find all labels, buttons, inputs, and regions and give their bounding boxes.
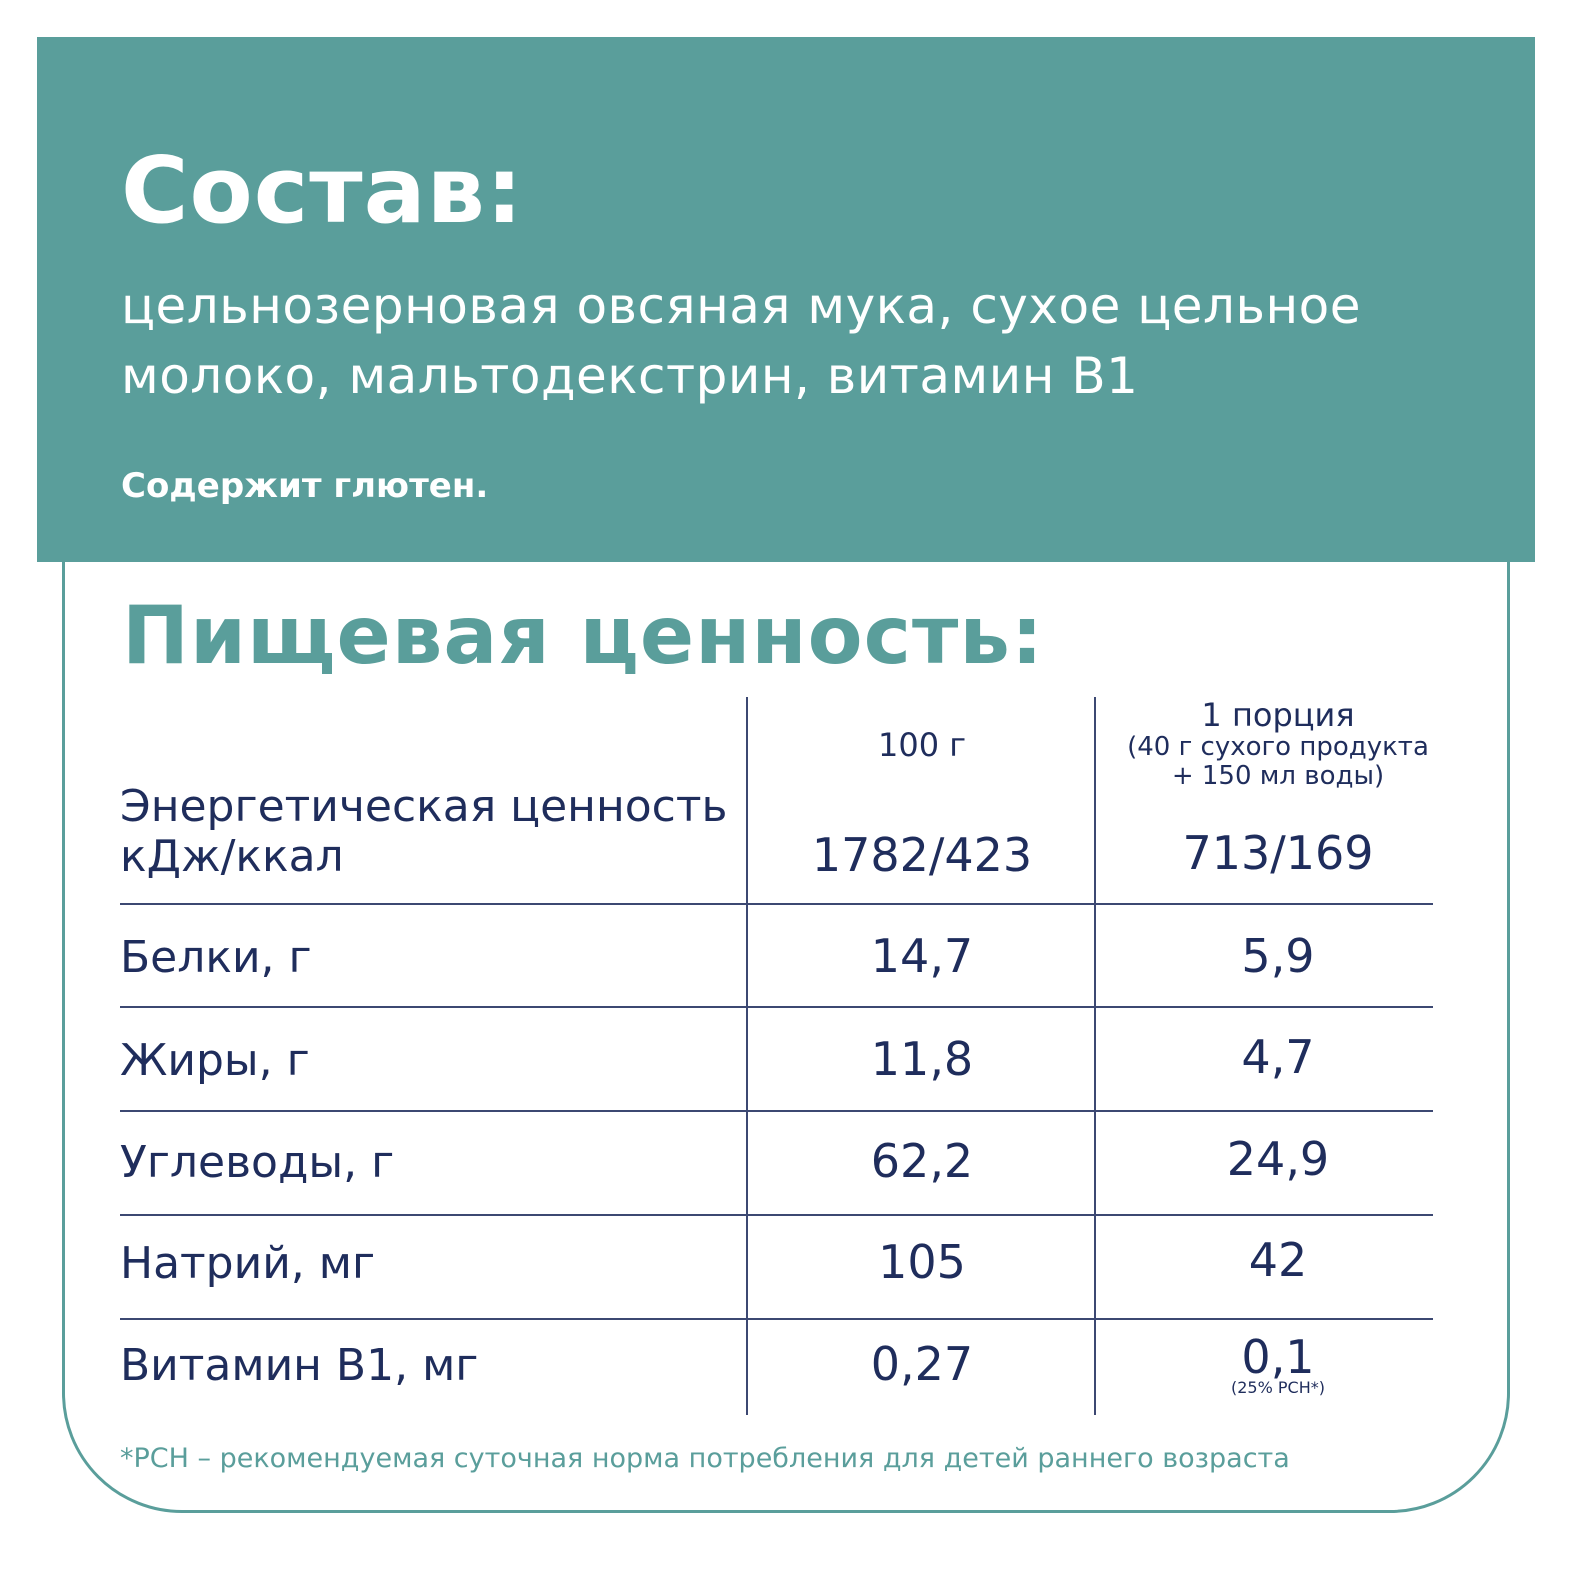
carbs-value-portion: 24,9 bbox=[1226, 1132, 1330, 1186]
fat-value-portion: 4,7 bbox=[1241, 1030, 1315, 1084]
composition-title: Состав: bbox=[121, 137, 524, 244]
portion-header-line-3: + 150 мл воды) bbox=[1171, 760, 1385, 791]
row-label-protein: Белки, г bbox=[120, 932, 312, 983]
energy-label-line-1: Энергетическая ценность bbox=[120, 781, 728, 832]
energy-value-portion: 713/169 bbox=[1182, 826, 1374, 880]
row-label-carbs: Углеводы, г bbox=[120, 1137, 395, 1188]
composition-line-2: молоко, мальтодекстрин, витамин B1 bbox=[121, 347, 1139, 405]
carbs-value-100g: 62,2 bbox=[870, 1134, 974, 1188]
row-label-vitamin-b1: Витамин B1, мг bbox=[120, 1340, 479, 1391]
protein-value-portion: 5,9 bbox=[1241, 929, 1315, 983]
vitamin-b1-value-100g: 0,27 bbox=[870, 1337, 974, 1391]
vitamin-b1-value-portion: 0,1 bbox=[1241, 1330, 1315, 1384]
table-divider-1 bbox=[746, 697, 748, 1415]
vitamin-b1-rda-note: (25% РСН*) bbox=[1231, 1378, 1325, 1397]
protein-value-100g: 14,7 bbox=[870, 929, 974, 983]
composition-panel bbox=[37, 37, 1535, 562]
row-label-sodium: Натрий, мг bbox=[120, 1238, 376, 1289]
gluten-warning: Содержит глютен. bbox=[121, 466, 489, 506]
column-header-portion bbox=[1096, 698, 1460, 790]
portion-header-line-1: 1 порция bbox=[1201, 696, 1355, 734]
column-header-100g: 100 г bbox=[877, 726, 967, 764]
row-divider bbox=[120, 903, 1433, 905]
nutrition-title: Пищевая ценность: bbox=[122, 589, 1044, 682]
sodium-value-portion: 42 bbox=[1248, 1233, 1308, 1287]
row-divider bbox=[120, 1006, 1433, 1008]
sodium-value-100g: 105 bbox=[878, 1235, 966, 1289]
footnote: *РСН – рекомендуемая суточная норма потребления для детей раннего возраста bbox=[120, 1443, 1290, 1474]
row-divider bbox=[120, 1214, 1433, 1216]
row-divider bbox=[120, 1318, 1433, 1320]
energy-label-line-2: кДж/ккал bbox=[120, 831, 344, 882]
row-label-fat: Жиры, г bbox=[120, 1035, 310, 1086]
composition-text bbox=[121, 271, 1441, 411]
energy-label bbox=[120, 782, 727, 882]
row-divider bbox=[120, 1110, 1433, 1112]
fat-value-100g: 11,8 bbox=[870, 1032, 974, 1086]
composition-line-1: цельнозерновая овсяная мука, сухое цельное bbox=[121, 277, 1361, 335]
portion-header-line-2: (40 г сухого продукта bbox=[1127, 732, 1429, 763]
energy-value-100g: 1782/423 bbox=[811, 828, 1033, 882]
